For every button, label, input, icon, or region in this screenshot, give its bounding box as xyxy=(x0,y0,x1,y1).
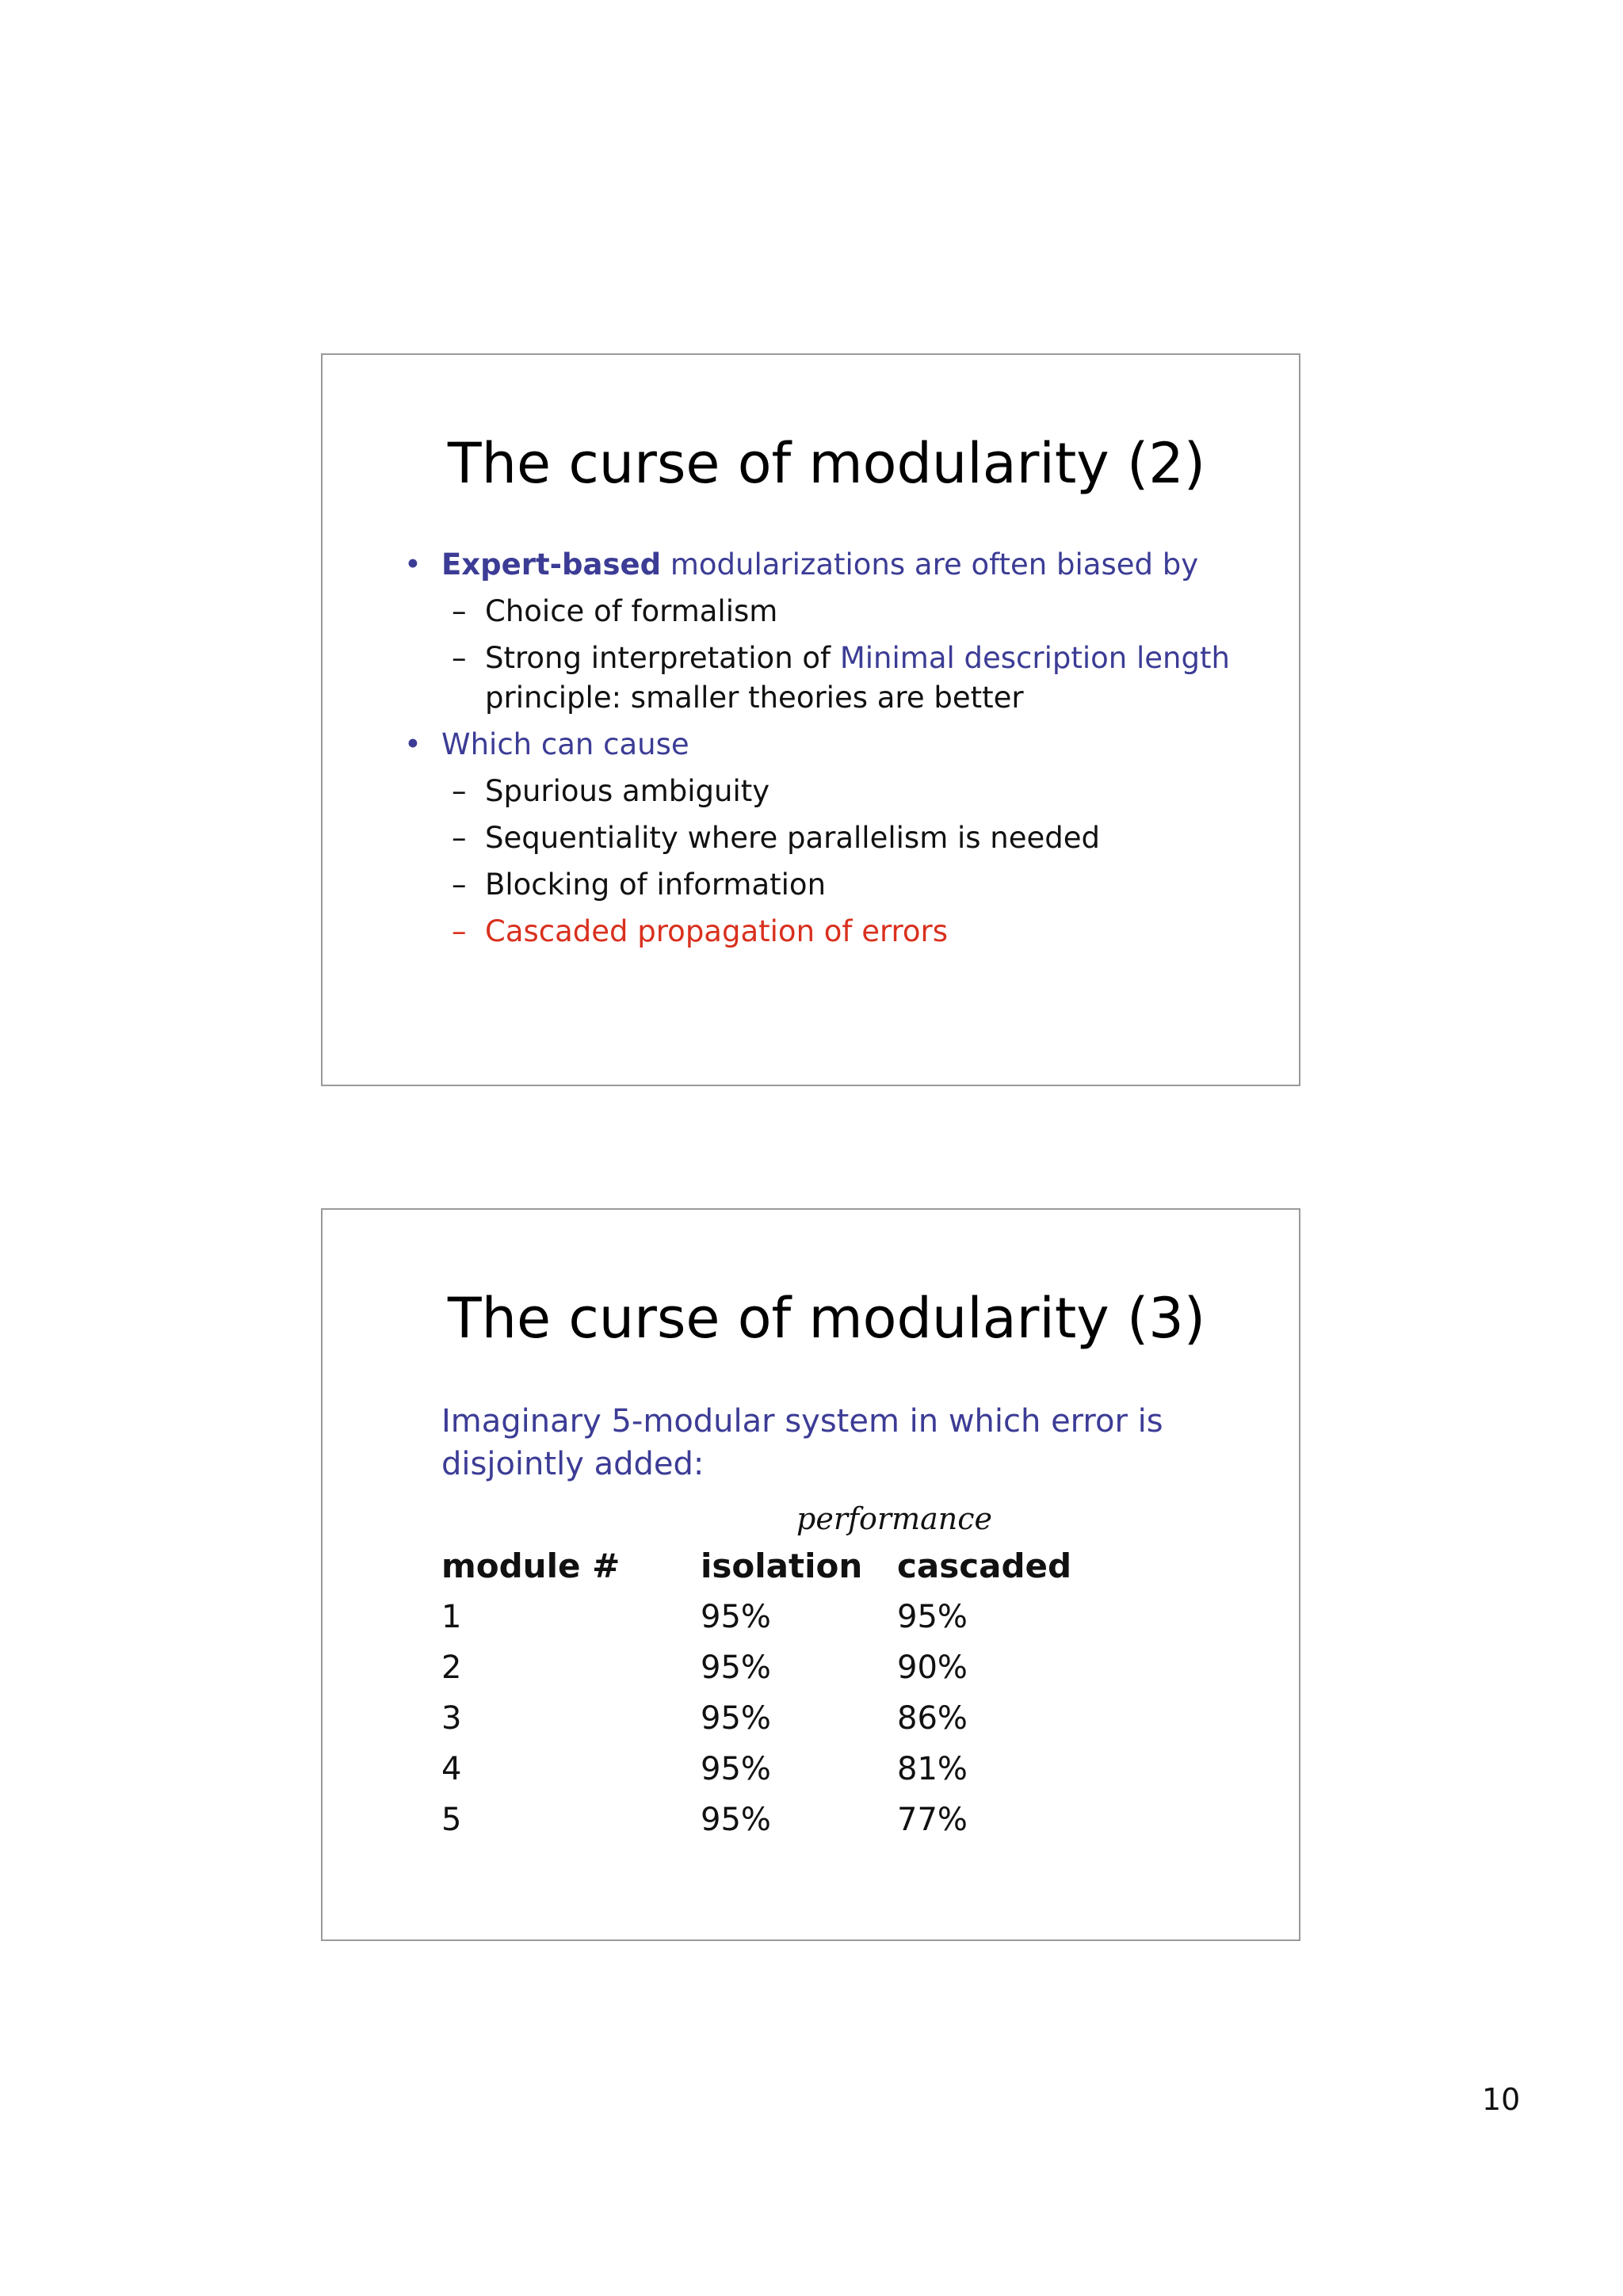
sub-bullet-item xyxy=(323,592,1299,631)
cell-isolation: 95% xyxy=(701,1751,771,1787)
sub-bullet-item xyxy=(323,772,1299,811)
slide-title: The curse of modularity (3) xyxy=(447,1286,1206,1351)
sub-bullet-text: Spurious ambiguity xyxy=(485,774,770,808)
sub-bullet-highlight: Minimal description length xyxy=(839,641,1230,675)
cell-module: 5 xyxy=(441,1802,462,1838)
sub-bullet-text: Strong interpretation of xyxy=(485,641,840,675)
cell-isolation: 95% xyxy=(701,1599,771,1635)
table-row xyxy=(441,1592,1155,1642)
table-row xyxy=(441,1744,1155,1794)
header-module: module # xyxy=(441,1547,621,1585)
slide-curse-of-modularity-3 xyxy=(321,1208,1300,1941)
sub-bullet-marker: – xyxy=(452,774,467,808)
bullet-text: Which can cause xyxy=(441,727,689,761)
sub-bullet-marker: – xyxy=(452,821,467,855)
bullet-strong-text: Expert-based xyxy=(441,547,662,582)
table-header-row xyxy=(441,1541,1155,1592)
sub-bullet-text: Choice of formalism xyxy=(485,594,778,628)
sub-bullet-item xyxy=(323,818,1299,858)
cell-isolation: 95% xyxy=(701,1700,771,1737)
page-number: 10 xyxy=(1482,2082,1521,2117)
cell-module: 4 xyxy=(441,1751,462,1787)
bullet-item xyxy=(323,725,1299,765)
bullet-list xyxy=(323,545,1299,959)
bullet-marker: • xyxy=(404,727,422,761)
cell-cascaded: 95% xyxy=(897,1599,968,1635)
table-row xyxy=(441,1642,1155,1693)
slide-curse-of-modularity-2 xyxy=(321,353,1300,1086)
cell-isolation: 95% xyxy=(701,1802,771,1838)
sub-bullet-continuation: principle: smaller theories are better xyxy=(485,681,1024,715)
bullet-marker: • xyxy=(404,547,422,582)
sub-bullet-marker: – xyxy=(452,594,467,628)
sub-bullet-item-highlighted xyxy=(323,912,1299,952)
cell-cascaded: 81% xyxy=(897,1751,968,1787)
cell-module: 3 xyxy=(441,1700,462,1737)
table-row xyxy=(441,1794,1155,1845)
cell-cascaded: 77% xyxy=(897,1802,968,1838)
bullet-item xyxy=(323,545,1299,585)
cell-isolation: 95% xyxy=(701,1650,771,1686)
bullet-text: modularizations are often biased by xyxy=(661,547,1199,582)
cell-module: 2 xyxy=(441,1650,462,1686)
intro-text: Imaginary 5-modular system in which error is disjointly added: xyxy=(441,1403,1163,1482)
slide-title: The curse of modularity (2) xyxy=(447,431,1206,496)
sub-bullet-item xyxy=(323,865,1299,905)
cell-module: 1 xyxy=(441,1599,462,1635)
cell-cascaded: 90% xyxy=(897,1650,968,1686)
table-row xyxy=(441,1693,1155,1744)
sub-bullet-text: Sequentiality where parallelism is needed xyxy=(485,821,1101,855)
sub-bullet-marker: – xyxy=(452,914,467,948)
sub-bullet-text: Cascaded propagation of errors xyxy=(485,914,949,948)
sub-bullet-text: Blocking of information xyxy=(485,868,827,902)
performance-label: performance xyxy=(796,1501,993,1536)
header-isolation: isolation xyxy=(701,1547,863,1585)
sub-bullet-item xyxy=(323,639,1299,718)
sub-bullet-marker: – xyxy=(452,641,467,675)
sub-bullet-marker: – xyxy=(452,868,467,902)
header-cascaded: cascaded xyxy=(897,1547,1072,1585)
cell-cascaded: 86% xyxy=(897,1700,968,1737)
